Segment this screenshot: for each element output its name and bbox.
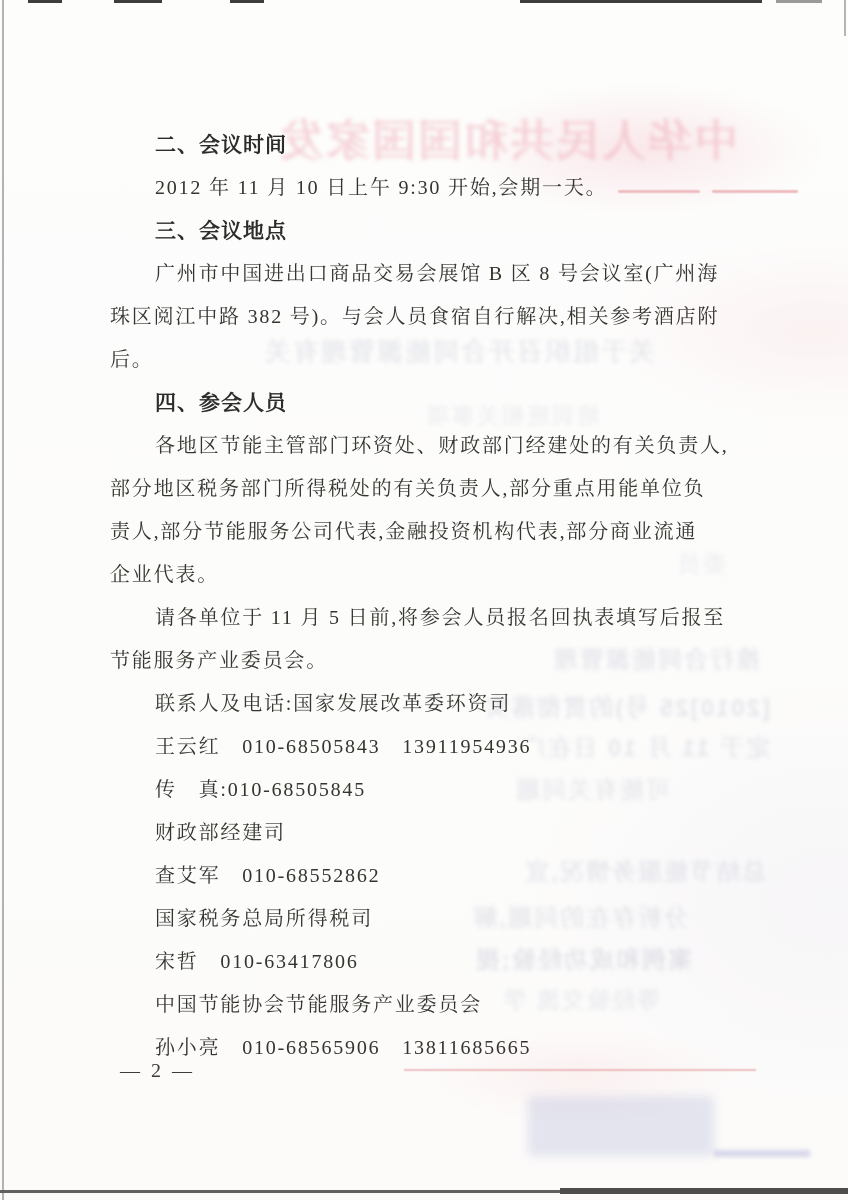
contact-line: 王云红 010-68505843 13911954936 (155, 736, 532, 758)
text-line: 后。 (110, 349, 154, 371)
scan-edge-artifact (844, 0, 846, 36)
contact-line: 联系人及电话:国家发展改革委环资司 (155, 693, 512, 715)
scan-edge-artifact (560, 1188, 848, 1194)
bleedthrough-text: 可能有关问题 (514, 777, 670, 804)
bleedthrough-text: 推行合同能源管理 (552, 647, 760, 674)
scan-edge-artifact (114, 0, 162, 3)
bleedthrough-text: 案例和成功经验;提 (474, 947, 692, 974)
text-line: 责人,部分节能服务公司代表,金融投资机构代表,部分商业流通 (110, 521, 698, 543)
section-heading: 三、会议地点 (155, 220, 287, 243)
scan-edge-artifact (520, 0, 762, 3)
section-heading: 四、参会人员 (155, 392, 287, 415)
contact-line: 孙小亮 010-68565906 13811685665 (155, 1037, 532, 1059)
bleedthrough-text: [2010]25 号)的贯彻落实 (483, 695, 770, 722)
document-body (0, 124, 848, 1070)
contact-line: 财政部经建司 (155, 822, 286, 844)
scan-edge-artifact (776, 0, 822, 3)
bleedthrough-letterhead: 中华人民共和国国家发 (278, 117, 738, 166)
bleedthrough-text: 委员 (676, 551, 726, 577)
contact-line: 国家税务总局所得税司 (155, 908, 373, 930)
contact-line: 中国节能协会节能服务产业委员会 (155, 994, 482, 1016)
bleedthrough-text: 等经验交流 学 (501, 987, 660, 1013)
bleedthrough-text: 分析存在的问题,解 (471, 905, 688, 932)
text-line: 企业代表。 (110, 564, 219, 586)
bleedthrough-text-block (528, 1096, 714, 1156)
bleedthrough-text: 培训班相关事项 (425, 403, 600, 429)
scan-edge-artifact (230, 0, 264, 3)
text-line: 节能服务产业委员会。 (110, 650, 328, 672)
bleedthrough-text: 总结节能服务情况,宣 (523, 859, 766, 886)
page-number: — 2 — (120, 1060, 195, 1082)
bleedthrough-text: 定于 11 月 10 日在广 (519, 735, 770, 762)
bleedthrough-text: 关于组织召开合同能源管理有关 (262, 337, 655, 367)
contact-line: 传 真:010-68505845 (155, 779, 367, 801)
contact-line: 宋哲 010-63417806 (155, 951, 359, 973)
text-line: 请各单位于 11 月 5 日前,将参会人员报名回执表填写后报至 (155, 607, 726, 629)
text-line: 珠区阅江中路 382 号)。与会人员食宿自行解决,相关参考酒店附 (110, 306, 720, 328)
scan-edge-artifact (28, 0, 62, 3)
bleedthrough-text-strip (714, 1150, 810, 1157)
scan-edge-artifact (2, 0, 4, 1200)
text-line: 2012 年 11 月 10 日上午 9:30 开始,会期一天。 (155, 177, 608, 199)
text-line: 部分地区税务部门所得税处的有关负责人,部分重点用能单位负 (110, 478, 706, 500)
section-heading: 二、会议时间 (155, 134, 287, 157)
contact-line: 查艾军 010-68552862 (155, 865, 381, 887)
text-line: 各地区节能主管部门环资处、财政部门经建处的有关负责人, (155, 435, 729, 457)
text-line: 广州市中国进出口商品交易会展馆 B 区 8 号会议室(广州海 (155, 263, 719, 285)
